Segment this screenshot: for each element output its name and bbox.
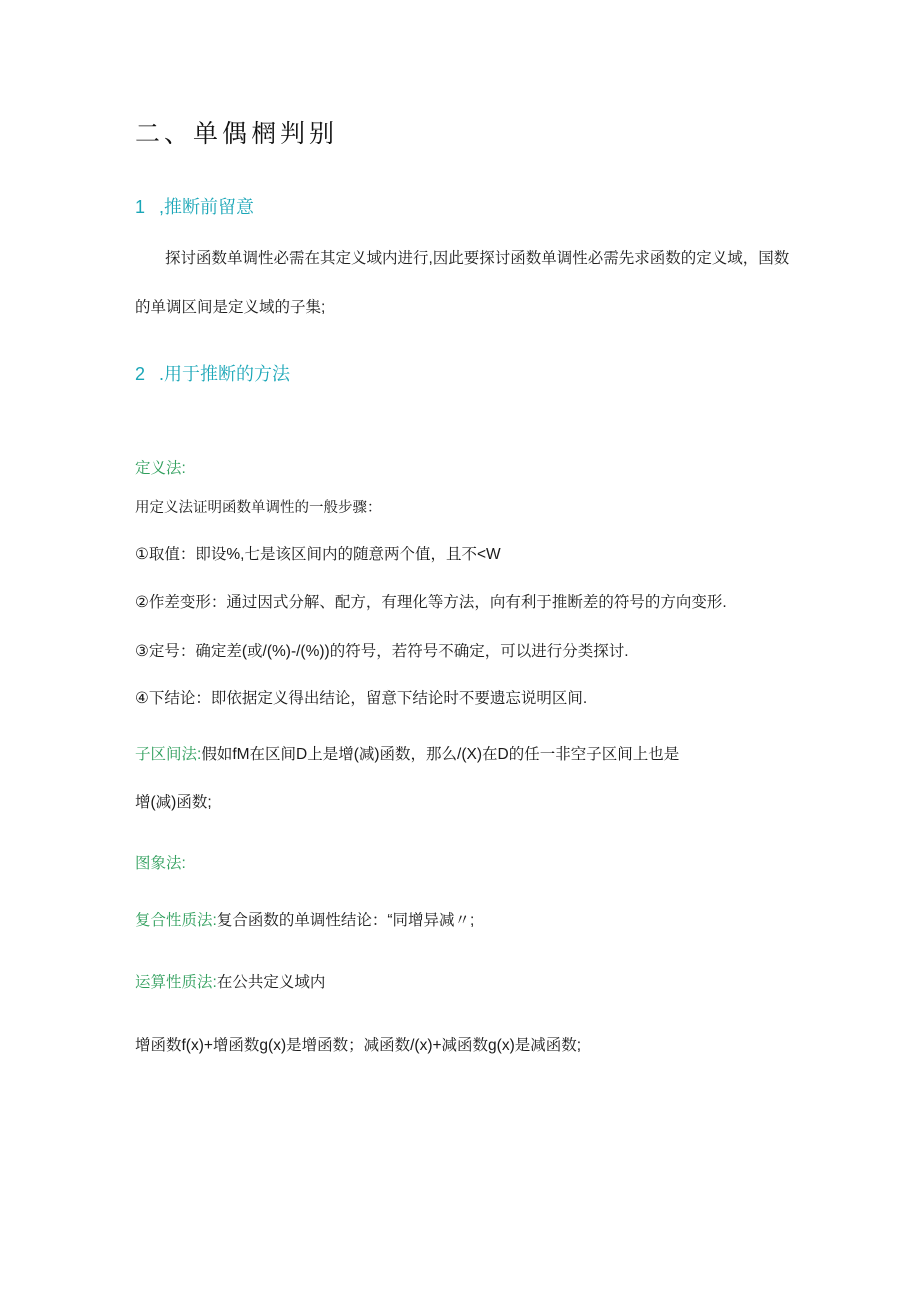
composite-method-text: 复合函数的单调性结论：“同增异减〃; (216, 912, 475, 929)
subinterval-method (135, 744, 679, 766)
subinterval-method-continuation: 增(减)函数; (135, 794, 212, 811)
operation-method-text: 在公共定义域内 (216, 974, 326, 991)
definition-method-label: 定义法: (135, 460, 186, 477)
paragraph-line-1: 探讨函数单调性必需在其定义域内进行,因此要探讨函数单调性必需先求函数的定义域，国数 (165, 250, 790, 267)
step-4: ④下结论：即依据定义得出结论，留意下结论时不要遗忘说明区间. (135, 690, 588, 707)
step-3: ③定号：确定差(或/(%)-/(%))的符号，若符号不确定，可以进行分类探讨. (135, 643, 629, 660)
graph-method-label: 图象法: (135, 855, 186, 872)
step-2: ②作差变形：通过因式分解、配方，有理化等方法，向有利于推断差的符号的方向变形. (135, 594, 727, 611)
operation-method-rule: 增函数f(x)+增函数g(x)是增函数；减函数/(x)+减函数g(x)是减函数; (135, 1037, 582, 1054)
page-title: 二、单偶棢判别 (135, 119, 339, 148)
section-heading-2 (135, 362, 290, 386)
composite-method (135, 910, 474, 932)
section-number-2: 2 (135, 364, 146, 384)
definition-method-intro: 用定义法证明函数单调性的一般步骤： (135, 500, 382, 516)
operation-method-label: 运算性质法: (135, 974, 217, 991)
section-heading-1 (135, 195, 254, 219)
section-title-2: .用于推断的方法 (159, 364, 291, 384)
step-1: ①取值：即设%,七是该区间内的随意两个值，且不<W (135, 546, 501, 563)
subinterval-method-text: 假如fM在区间D上是增(减)函数，那么/(X)在D的任一非空子区间上也是 (201, 746, 680, 763)
section-number-1: 1 (135, 197, 146, 217)
paragraph-line-2: 的单调区间是定义域的子集; (135, 299, 326, 316)
composite-method-label: 复合性质法: (135, 912, 217, 929)
subinterval-method-label: 子区间法: (135, 746, 202, 763)
section-title-1: ,推断前留意 (159, 197, 255, 217)
operation-method (135, 972, 325, 994)
